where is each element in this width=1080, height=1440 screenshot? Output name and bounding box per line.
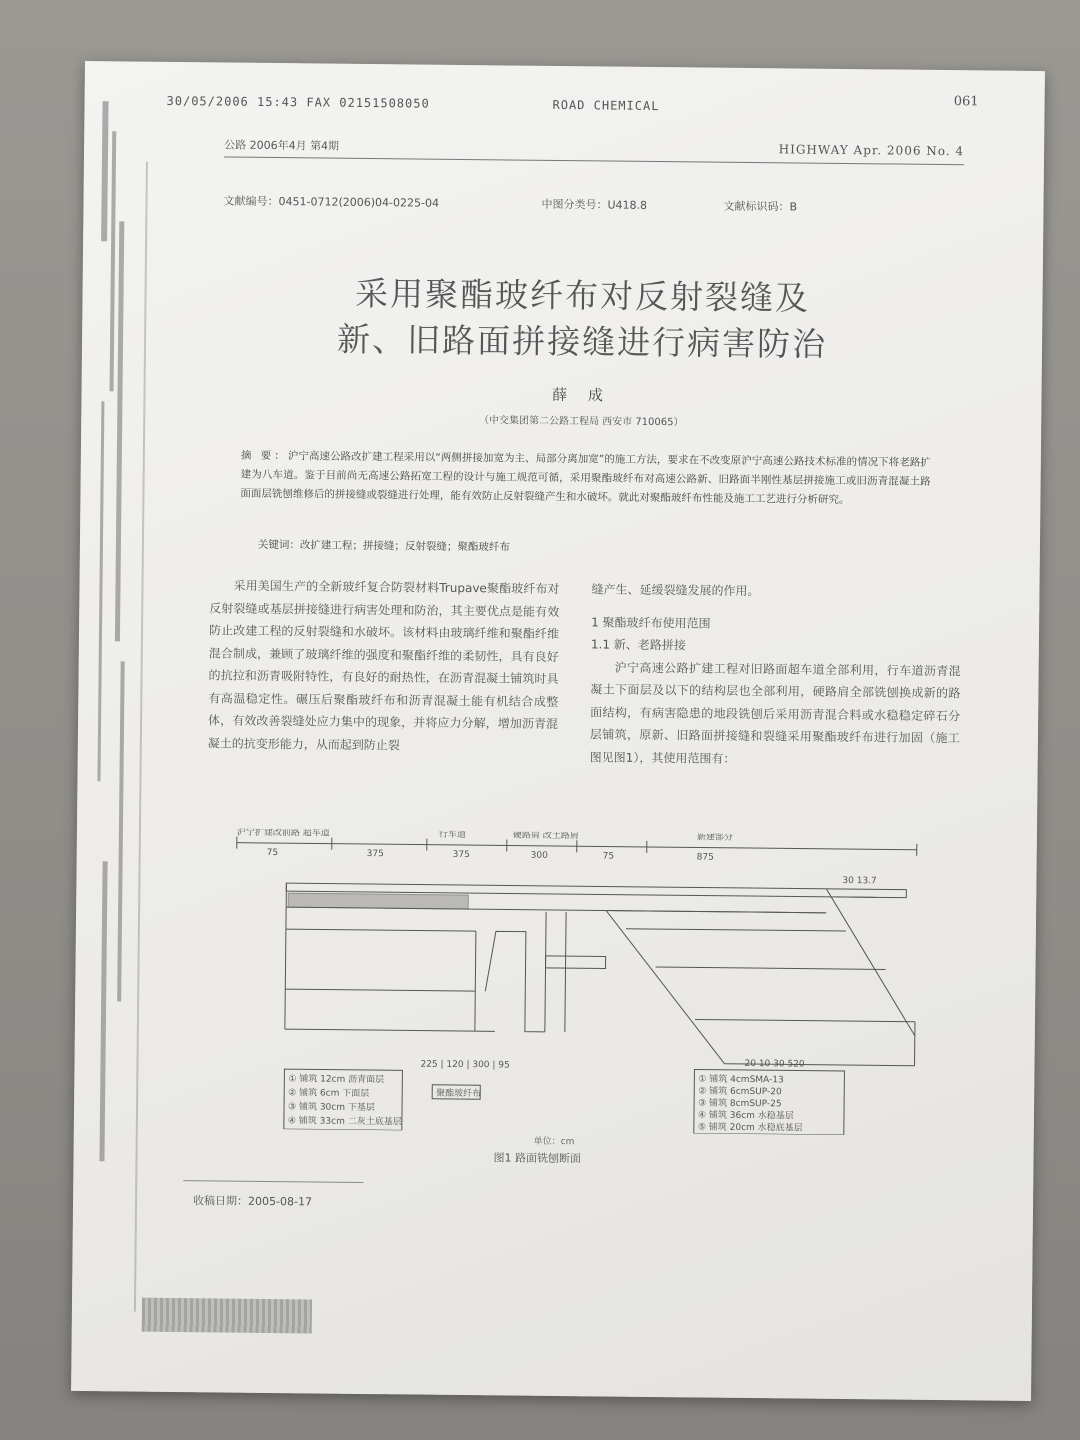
fig-dim-6: 875	[696, 852, 714, 863]
received-date: 收稿日期：2005-08-17	[192, 1194, 313, 1209]
fig-top-label-1: 沪宁扩建改前路 超车道	[236, 828, 330, 839]
fax-header: 30/05/2006 15:43 FAX 02151508050	[166, 93, 430, 111]
fig-top-label-3: 硬路肩 改土路肩	[512, 830, 579, 842]
figure-unit: 单位：cm	[533, 1136, 575, 1148]
page-corner-number: 061	[953, 94, 979, 110]
document-sheet	[71, 61, 1045, 1401]
keywords	[258, 537, 928, 559]
fig-dim-5: 75	[602, 851, 615, 862]
section-1-1-body: 沪宁高速公路扩建工程对旧路面超车道全部利用，行车道沥青混凝土下面层及以下的结构层也全部利用，硬路肩全部铣刨换成新的路面结构，有病害隐患的地段铣刨后采用沥青混合料或水稳稳定碎石分层铺筑，原新、旧路面拼接缝和裂缝采用聚酯玻纤布进行加固（施工图见图1），其使用范围有：	[589, 660, 961, 766]
section-1-heading: 1 聚酯玻纤布使用范围	[591, 614, 711, 631]
figure-pavement-section	[224, 829, 927, 1136]
keywords-label: 关键词：	[257, 538, 300, 552]
body-column-right	[590, 578, 962, 772]
legend-left-2: ② 铺筑 6cm 下面层	[288, 1088, 370, 1100]
document-code: 文献标识码：B	[723, 199, 798, 214]
affiliation: （中交集团第二公路工程局 西安市 710065）	[478, 415, 684, 429]
fax-smudge	[142, 1298, 312, 1334]
pavement-cross-section-drawing	[224, 829, 927, 1136]
journal-issue-cn: 公路 2006年4月 第4期	[224, 138, 340, 153]
fig-top-label-4: 新建部分	[696, 832, 733, 843]
body-column-left: 采用美国生产的全新玻纤复合防裂材料Trupave聚酯玻纤布对反射裂缝或基层拼接缝进行病害处理和防治，其主要优点是能有效防止改建工程的反射裂缝和水破坏。该材料由玻璃纤维和聚酯纤维混合制成，兼顾了玻璃纤维的强度和聚酯纤维的柔韧性，具有良好的抗拉和沥青吸附特性，有良好的耐热性，在沥青混凝土铺筑时具有高温稳定性。碾压后聚酯玻纤布和沥青混凝土能有机结合成整体，有效改善裂缝处应力集中的现象，并将应力分解，增加沥青混凝土的抗变形能力，从而起到防止裂	[207, 578, 560, 752]
title-line-1: 采用聚酯玻纤布对反射裂缝及	[354, 273, 811, 318]
footnote-rule	[183, 1180, 363, 1183]
fig-lower-dims-left: 225 | 120 | 300 | 95	[420, 1059, 510, 1071]
abstract-label: 摘 要：	[240, 449, 288, 463]
fig-dim-1: 75	[266, 847, 279, 859]
legend-left-3: ③ 铺筑 30cm 下基层	[287, 1102, 375, 1114]
legend-right-2: ② 铺筑 6cmSUP-20	[698, 1086, 782, 1098]
fig-right-dims: 30 13.7	[842, 875, 877, 887]
legend-right-5: ⑤ 铺筑 20cm 水稳底基层	[697, 1122, 803, 1134]
article-number: 文献编号：0451-0712(2006)04-0225-04	[223, 194, 440, 210]
fig-lower-dims-right: 20 10 30 520	[744, 1058, 805, 1070]
section-1-1-heading: 1.1 新、老路拼接	[590, 637, 686, 653]
fig-dim-4: 300	[530, 850, 548, 861]
figure-caption: 图1 路面铣刨断面	[493, 1151, 582, 1166]
author: 薛 成	[552, 385, 612, 405]
legend-right-1: ① 铺筑 4cmSMA-13	[698, 1074, 784, 1086]
abstract	[240, 447, 931, 511]
fig-dim-2: 375	[366, 849, 384, 860]
clc-number: 中图分类号：U418.8	[541, 197, 648, 212]
legend-left-1: ① 铺筑 12cm 沥青面层	[288, 1074, 385, 1086]
journal-issue-en: HIGHWAY Apr. 2006 No. 4	[778, 142, 965, 159]
legend-right-4: ④ 铺筑 36cm 水稳基层	[697, 1110, 794, 1122]
fax-edge-marks	[84, 101, 177, 1322]
running-header	[224, 136, 964, 165]
title-line-2: 新、旧路面拼接缝进行病害防治	[336, 319, 828, 364]
abstract-text: 沪宁高速公路改扩建工程采用以“两侧拼接加宽为主、局部分离加宽”的施工方法，要求在不改变原沪宁高速公路技术标准的情况下将老路扩建为八车道。鉴于目前尚无高速公路拓宽工程的设计与施工规范可循，采用聚酯玻纤布对高速公路新、旧路面半刚性基层拼接施工或旧沥青混凝土路面面层铣刨维修后的拼接缝或裂缝进行处理，能有效防止反射裂缝产生和水破坏。就此对聚酯玻纤布性能及施工工艺进行分析研究。	[240, 450, 931, 507]
legend-left-4: ④ 铺筑 33cm 二灰土底基层	[287, 1116, 402, 1128]
fax-company: ROAD CHEMICAL	[552, 97, 660, 114]
fig-dim-3: 375	[452, 849, 470, 861]
column-continuation: 缝产生、延缓裂缝发展的作用。	[591, 582, 760, 599]
glass-fiber-label: 聚酯玻纤布	[436, 1088, 482, 1100]
keywords-text: 改扩建工程；拼接缝；反射裂缝；聚酯玻纤布	[299, 539, 510, 554]
fig-top-label-2: 行车道	[438, 829, 466, 841]
legend-right-3: ③ 铺筑 8cmSUP-25	[698, 1098, 782, 1110]
